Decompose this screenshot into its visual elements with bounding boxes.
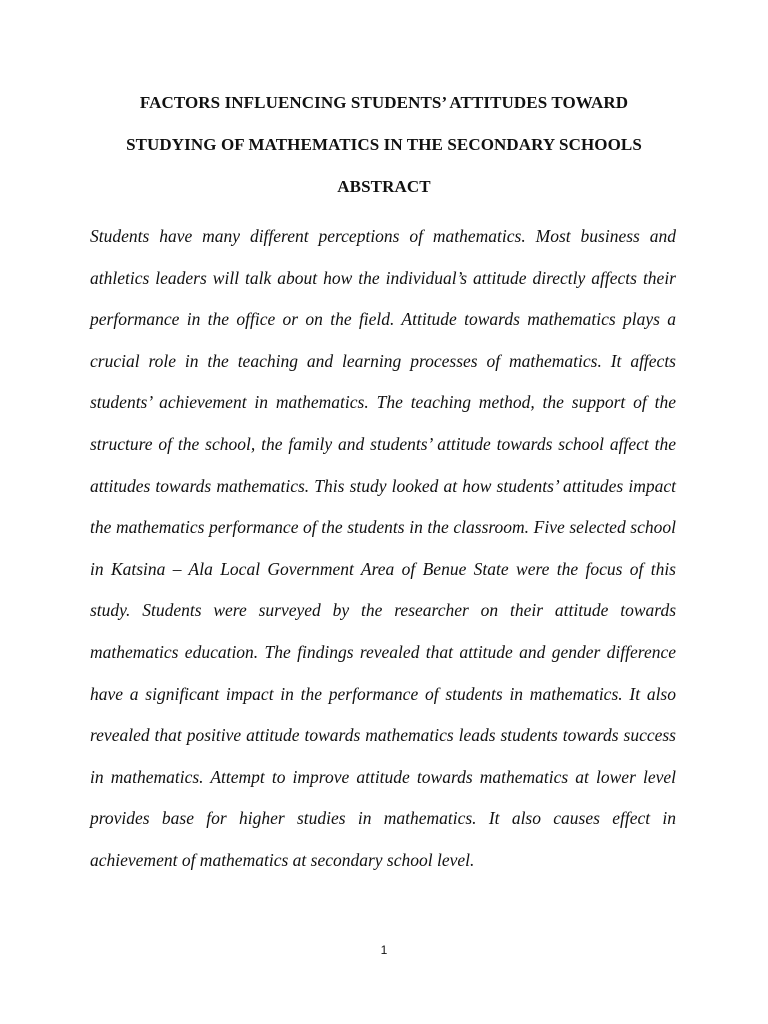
abstract-paragraph: Students have many different perceptions of mathematics. Most business and athletics leaders will talk about how the individual’s attitude directly affects their performance in the office or on the field. Attitude towards mathematics plays a crucial role in the teaching and learning processes of mathematics. It affects students’ achievement in mathematics. The teaching method, the support of the structure of the school, the family and students’ attitude towards school affect the attitudes towards mathematics. This study looked at how students’ attitudes impact the mathematics performance of the students in the classroom. Five selected school in Katsina – Ala Local Government Area of Benue State were the focus of this study. Students were surveyed by the researcher on their attitude towards mathematics education. The findings revealed that attitude and gender difference have a significant impact in the performance of students in mathematics. It also revealed that positive attitude towards mathematics leads students towards success in mathematics. Attempt to improve attitude towards mathematics at lower level provides base for higher studies in mathematics. It also causes effect in achievement of mathematics at secondary school level. xyxy=(90,226,676,870)
abstract-heading: ABSTRACT xyxy=(337,177,431,196)
title-line-2: STUDYING OF MATHEMATICS IN THE SECONDARY SCHOOLS xyxy=(126,135,642,154)
title-line-1: FACTORS INFLUENCING STUDENTS’ ATTITUDES TOWARD xyxy=(139,93,629,112)
page-number: 1 xyxy=(380,943,388,957)
